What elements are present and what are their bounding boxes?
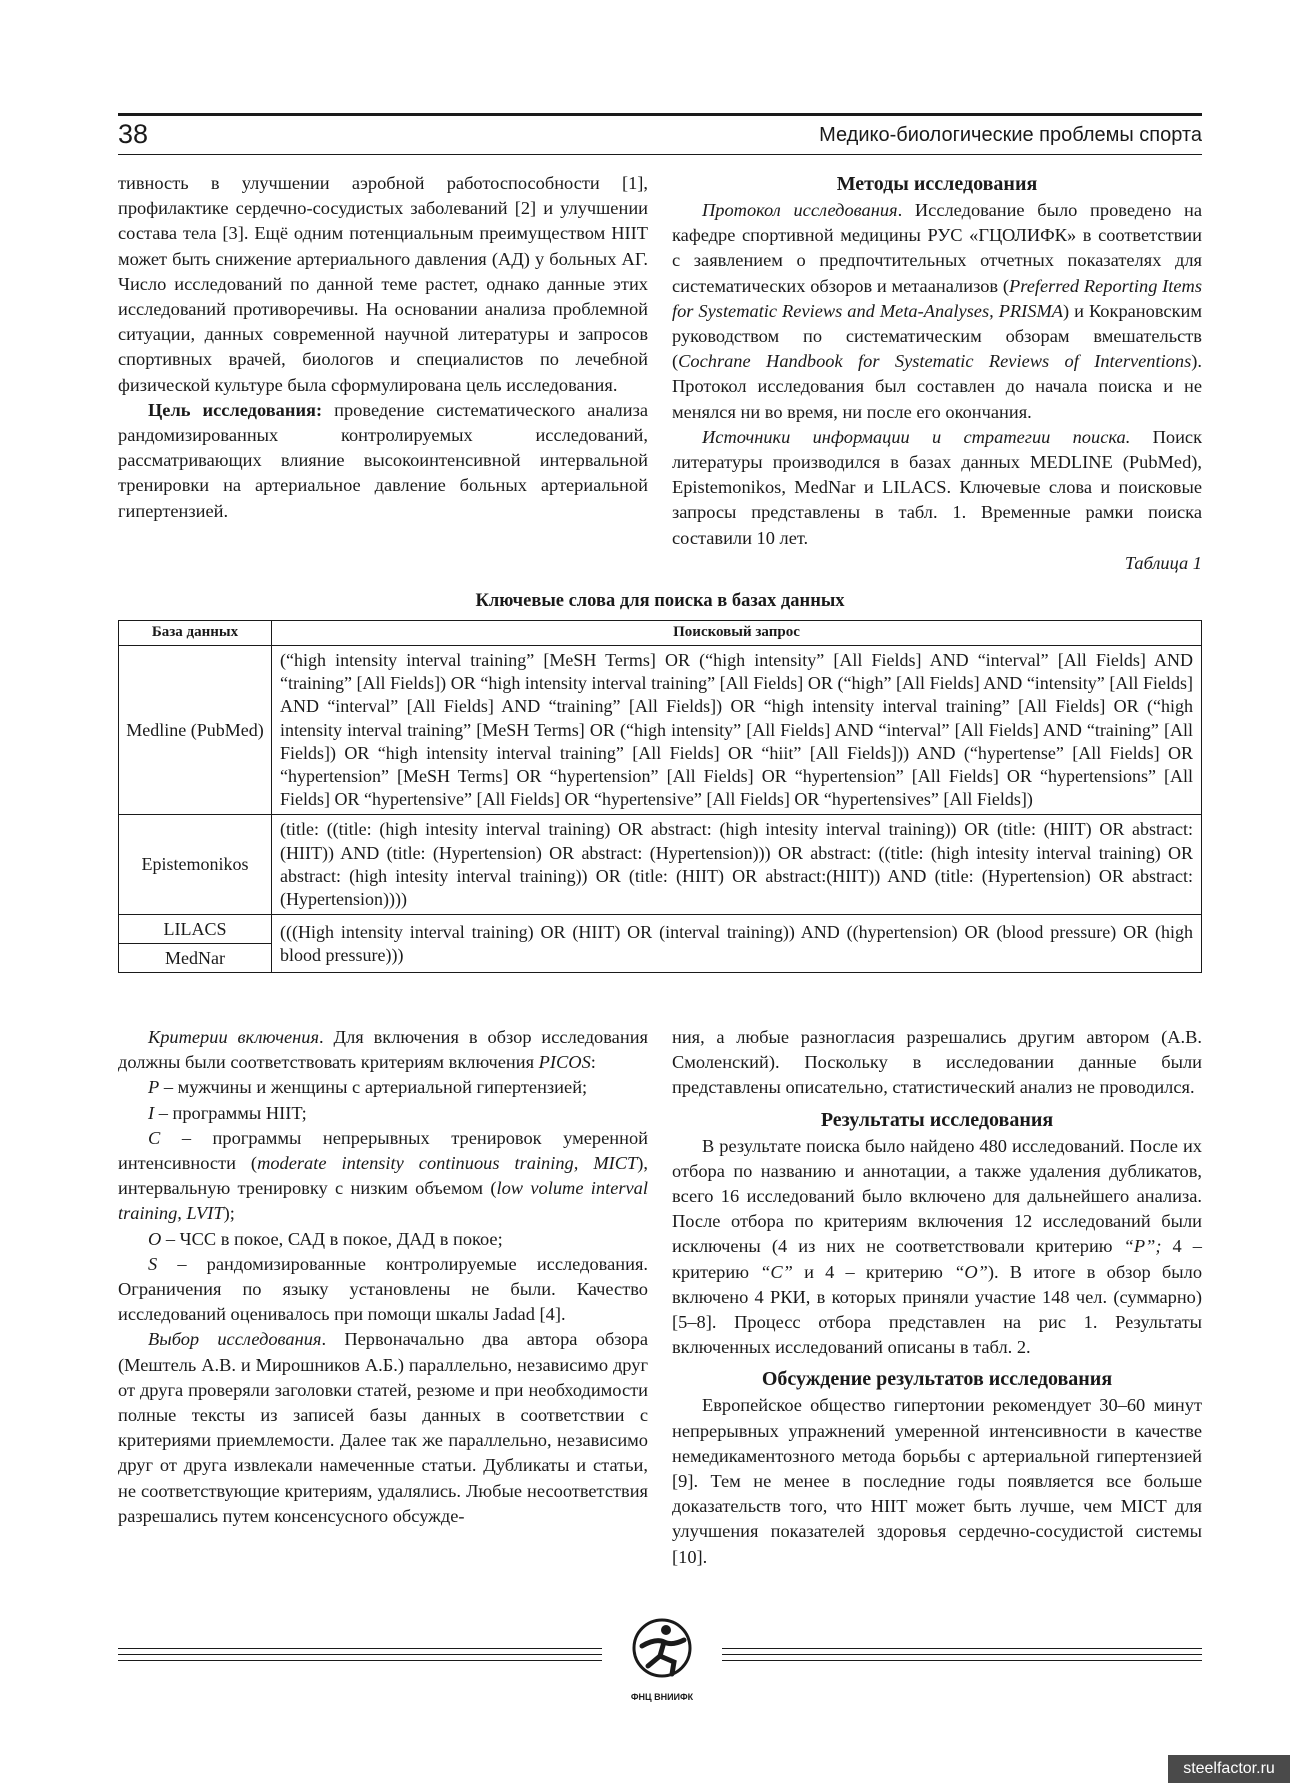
table-row — [119, 915, 1202, 944]
footer-rule-left — [118, 1648, 602, 1649]
journal-page — [12, 0, 1276, 1783]
methods-heading: Методы исследования — [836, 173, 1038, 195]
criterion-text: ); — [223, 1203, 235, 1224]
protocol-text-a: . Исследование было проведено на кафедре спортивной медицины РУС «ГЦОЛИФК» в соответствии с заявлением о предпочтительных отчетных показателях для систематических обзоров и метаанализов ( — [672, 200, 1202, 296]
page-number: 38 — [118, 119, 149, 149]
selection-paragraph — [118, 1327, 648, 1529]
picos-term: PICOS — [538, 1052, 591, 1073]
footer-rule-left — [118, 1660, 602, 1661]
aim-text: проведение систематического анализа рандомизированных контролируемых исследований, рассматривающих влияние высокоинтенсивной интервальной тренировки на артериальное давление больных артериальной гипертензией. — [118, 399, 648, 521]
criterion-i — [118, 1101, 648, 1126]
db-cell: MedNar — [119, 944, 272, 973]
page-header — [118, 113, 1202, 155]
criteria-paragraph — [118, 1025, 648, 1075]
intro-paragraph: тивность в улучшении аэробной работоспособности [1], профилактике сердечно-сосудистых заболеваний [2] и улучшении состава тела [3]. Ещё одним потенциальным преимуществом HIIT может быть снижение артериального давления (АД) у больных АГ. Число исследований по данной теме растет, однако данные этих исследований противоречивы. На основании анализа проблемной ситуации, данных современной научной литературы и запросов спортивных врачей, биологов и специалистов по лечебной физической культуре была сформулирована цель исследования. — [118, 173, 648, 395]
table-row — [119, 815, 1202, 915]
results-heading: Результаты исследования — [820, 1108, 1054, 1131]
protocol-text-b: ) и Кокрановским руководством по систематическим обзорам вмешательств ( — [672, 300, 1202, 372]
sources-paragraph — [672, 425, 1202, 551]
footer-rule-left — [118, 1654, 602, 1655]
table-row — [119, 646, 1202, 815]
watermark: steelfactor.ru — [1168, 1755, 1290, 1783]
table-reference: Таблица 1 — [1124, 552, 1202, 573]
continuation-paragraph: ния, а любые разногласия разрешались другим автором (А.В. Смоленский). Поскольку в исследовании данные были представлены описательно, статистический анализ не проводился. — [672, 1027, 1202, 1098]
table-title: Ключевые слова для поиска в базах данных — [475, 591, 845, 611]
results-text-b: 4 – критерию — [672, 1236, 1202, 1282]
mict-term: moderate intensity continuous training, MICT — [257, 1153, 638, 1174]
header-database: База данных — [119, 621, 272, 646]
criterion-s — [118, 1252, 648, 1328]
query-cell: (title: ((title: (high intesity interval training) OR abstract: (high intesity interval training)) OR (title: (HIIT) OR abstract: (HIIT)) AND (title: (Hypertension) OR abstract: (Hypertension))) OR abstract: ((title: (high intesity interval training) OR abstract: (high intesity interval training)) OR (title: (HIIT) OR abstract:(HIIT)) AND (title: (Hypertension) OR abstract: (Hypertension)))) — [272, 815, 1202, 915]
criterion-text: – рандомизированные контролируемые исследования. Ограничения по языку установлены не были. Качество исследований оценивалось при помощи шкалы Jadad [4]. — [118, 1253, 648, 1325]
criterion-ref-c: “C” — [760, 1261, 793, 1282]
criterion-o — [118, 1227, 648, 1252]
results-text-d: ). В итоге в обзор было включено 4 РКИ, в которых приняли участие 148 чел. (суммарно) [5–8]. Процесс отбора представлен на рис 1. Результаты включенных исследований описаны в табл. 2. — [672, 1261, 1203, 1358]
results-text-a: В результате поиска было найдено 480 исследований. После их отбора по названию и аннотации, а также удаления дубликатов, всего 16 исследований было включено для дальнейшего анализа. После отбора по критериям включения 12 исследований были исключены (4 из них не соответствовали критерию — [672, 1135, 1202, 1257]
criterion-text: – программы непрерывных тренировок умеренной интенсивности ( — [118, 1127, 648, 1174]
keywords-table — [118, 620, 1202, 973]
column-left-top — [118, 171, 648, 524]
criteria-colon: : — [590, 1052, 596, 1073]
discussion-heading: Обсуждение результатов исследования — [761, 1368, 1113, 1391]
criterion-c — [118, 1126, 648, 1227]
footer-rule-right — [722, 1654, 1202, 1655]
criterion-letter: I — [148, 1102, 155, 1123]
table-header-row — [119, 621, 1202, 646]
results-paragraph — [672, 1134, 1202, 1361]
logo-text: ФНЦ ВНИИФК — [630, 1692, 694, 1702]
column-left-bottom — [118, 1025, 648, 1529]
query-cell: (“high intensity interval training” [MeSH Terms] OR (“high intensity” [All Fields] AND “interval” [All Fields] AND “training” [All Fields]) OR “high intensity interval training” [All Fields] OR (“high” [All Fields] AND “intensity” [All Fields] AND “interval” [All Fields] AND “training” [All Fields]) OR “high intensity interval training” [All Fields] OR (“high intensity interval training” [MeSH Terms] OR (“high intensity” [All Fields] AND “interval” [All Fields] AND “training” [All Fields]) OR “high intensity interval training” [All Fields] OR “hiit” [All Fields])) AND (“hypertense” [All Fields] OR “hypertension” [MeSH Terms] OR “hypertension” [All Fields] OR “hypertension” [All Fields] OR “hypertensions” [All Fields] OR “hypertensive” [All Fields] OR “hypertensive” [All Fields] OR “hypertensives” [All Fields]) — [272, 646, 1202, 815]
query-cell: (((High intensity interval training) OR (HIIT) OR (interval training)) AND ((hypertension) OR (blood pressure) OR (high blood pressure))) — [272, 915, 1202, 973]
selection-text: . Первоначально два автора обзора (Мештель А.В. и Мирошников А.Б.) параллельно, независимо друг от друга проверяли заголовки статей, резюме и при необходимости полные тексты из записей базы данных в соответствии с критериями приемлемости. Далее так же параллельно, независимо друг от друга извлекали намеченные статьи. Дубликаты и статьи, не соответствующие критериям, удалялись. Любые несоответствия разрешались путем консенсусного обсужде- — [118, 1329, 648, 1526]
journal-title: Медико-биологические проблемы спорта — [819, 124, 1202, 146]
criteria-label: Критерии включения — [148, 1027, 320, 1047]
criterion-text: ), интервальную тренировку с низким объемом ( — [118, 1153, 648, 1199]
criterion-p — [118, 1075, 648, 1100]
footer-rule-right — [722, 1660, 1202, 1661]
lvit-term: low volume interval training, LVIT — [118, 1178, 648, 1224]
aim-label: Цель исследования: — [148, 399, 323, 420]
criterion-letter: C — [148, 1127, 161, 1148]
db-cell: LILACS — [119, 915, 272, 944]
publisher-logo — [612, 1608, 712, 1708]
column-right-top — [672, 171, 1202, 576]
footer-rule-right — [722, 1648, 1202, 1649]
runner-icon — [612, 1608, 712, 1708]
criterion-letter: O — [148, 1228, 162, 1249]
discussion-paragraph: Европейское общество гипертонии рекомендует 30–60 минут непрерывных упражнений умеренной интенсивности в качестве немедикаментозного метода борьбы с артериальной гипертензией [9]. Тем не менее в последние годы появляется все больше доказательств того, что HIIT может быть лучше, чем MICT для улучшения показателей здоровья сердечно-сосудистой системы [10]. — [672, 1395, 1202, 1567]
header-query: Поисковый запрос — [272, 621, 1202, 646]
criterion-text: – ЧСС в покое, САД в покое, ДАД в покое; — [161, 1228, 503, 1249]
db-cell: Medline (PubMed) — [119, 646, 272, 815]
criterion-ref-p: “P”; — [1123, 1236, 1162, 1257]
protocol-label: Протокол исследования — [702, 200, 898, 220]
protocol-paragraph — [672, 198, 1202, 425]
protocol-text-c: ). Протокол исследования был составлен до начала поиска и не менялся ни во время, ни после его окончания. — [672, 351, 1202, 422]
criteria-text: . Для включения в обзор исследования должны были соответствовать критериям включения — [118, 1027, 648, 1073]
sources-text: Поиск литературы производился в базах данных MEDLINE (PubMed), Epistemonikos, MedNar и LILACS. Ключевые слова и поисковые запросы представлены в табл. 1. Временные рамки поиска составили 10 лет. — [672, 426, 1203, 548]
db-cell: Epistemonikos — [119, 815, 272, 915]
criterion-text: – мужчины и женщины с артериальной гипертензией; — [159, 1077, 588, 1098]
column-right-bottom — [672, 1025, 1202, 1570]
criterion-text: – программы HIIT; — [154, 1102, 307, 1123]
selection-label: Выбор исследования — [148, 1329, 322, 1350]
aim-paragraph — [118, 398, 648, 524]
prisma-term: Preferred Reporting Items for Systematic Reviews and Meta-Analyses, PRISMA — [672, 275, 1202, 321]
cochrane-term: Cochrane Handbook for Systematic Reviews of Interventions — [678, 351, 1192, 372]
sources-label: Источники информации и стратегии поиска. — [702, 426, 1131, 447]
criterion-letter: S — [148, 1253, 158, 1274]
results-text-c: и 4 – критерию — [792, 1261, 955, 1282]
criterion-ref-o: “O” — [954, 1261, 988, 1282]
criterion-letter: P — [148, 1077, 160, 1098]
